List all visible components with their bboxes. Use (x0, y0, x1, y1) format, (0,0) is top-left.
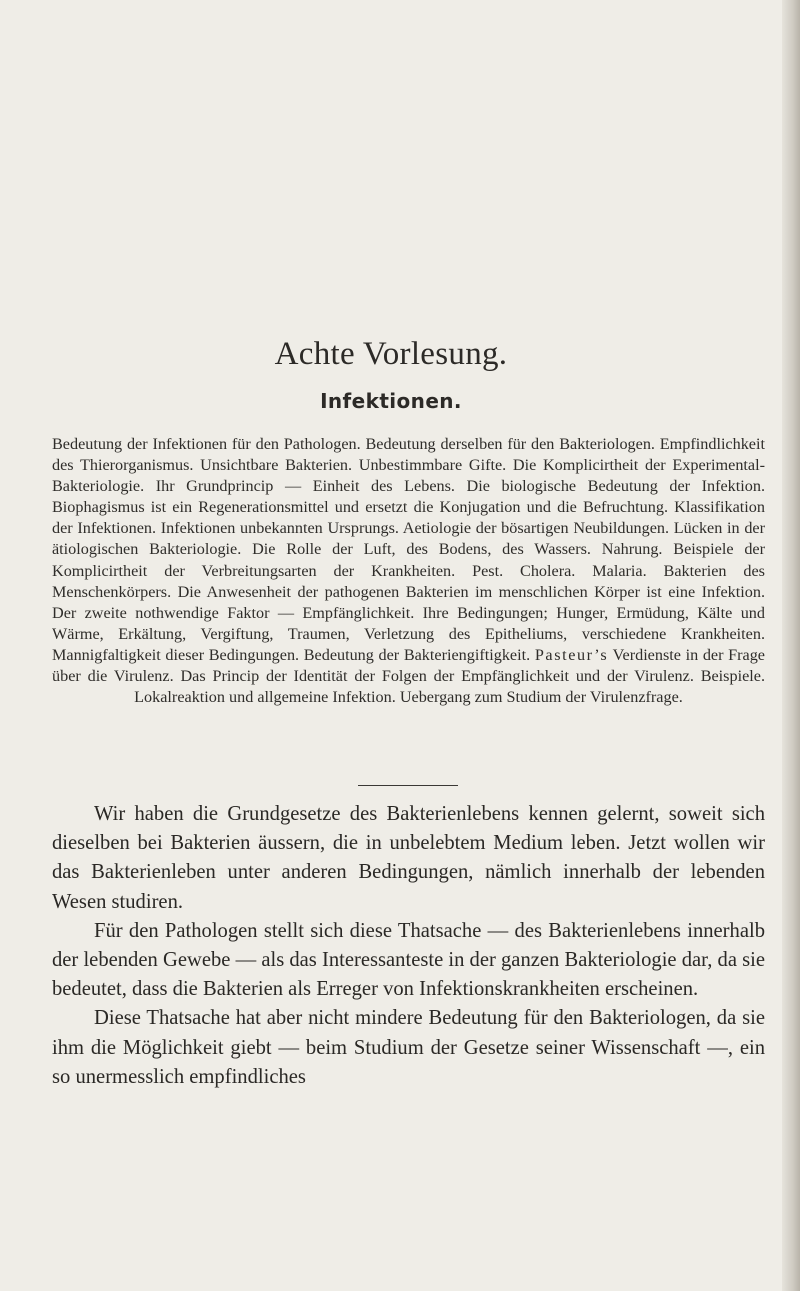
paragraph: Wir haben die Grundgesetze des Bakterienlebens kennen gelernt, soweit sich dieselben bei Bakterien äussern, die in unbelebtem Medium leben. Jetzt wollen wir das Bakterienleben unter anderen Bedingungen, nämlich innerhalb der lebenden Wesen studiren. (52, 803, 765, 913)
paragraph: Für den Pathologen stellt sich diese Thatsache — des Bakterienlebens innerhalb der lebenden Gewebe — als das Interessanteste in der ganzen Bakteriologie dar, da sie bedeutet, dass die Bakterien als Erreger von Infektionskrankheiten erscheinen. (52, 919, 765, 1001)
chapter-title: Infektionen. (320, 389, 462, 413)
section-divider (358, 785, 458, 786)
summary-name-spaced: Pasteur’s (534, 645, 609, 664)
paragraph: Diese Thatsache hat aber nicht mindere Bedeutung für den Bakteriologen, da sie ihm die Möglichkeit giebt — beim Studium der Gesetze seiner Wissenschaft —, ein so unermesslich empfindliches (52, 1007, 765, 1088)
lecture-title: Achte Vorlesung. (274, 336, 508, 372)
summary-text-part2: Verdienste in der Frage über die Virulenz. Das Princip der Identität der Folgen der Empfänglichkeit und der Virulenz. Beispiele. Lokalreaktion und allgemeine Infektion. Uebergang zum Studium der Virulenzfrage. (52, 645, 765, 707)
page-edge-shadow (782, 0, 800, 1291)
summary-text-part1: Bedeutung der Infektionen für den Pathologen. Bedeutung derselben für den Bakteriologen. Empfindlichkeit des Thierorganismus. Unsichtbare Bakterien. Unbestimmbare Gifte. Die Komplicirtheit der Experimental-Bakteriologie. Ihr Grundprincip — Einheit des Lebens. Die biologische Bedeutung der Infektion. Biophagismus ist ein Regenerationsmittel und ersetzt die Konjugation und die Befruchtung. Klassifikation der Infektionen. Infektionen unbekannten Ursprungs. Aetiologie der bösartigen Neubildungen. Lücken in der ätiologischen Bakteriologie. Die Rolle der Luft, des Bodens, des Wassers. Nahrung. Beispiele der Komplicirtheit der Verbreitungsarten der Krankheiten. Pest. Cholera. Malaria. Bakterien des Menschenkörpers. Die Anwesenheit der pathogenen Bakterien im menschlichen Körper ist eine Infektion. Der zweite nothwendige Faktor — Empfänglichkeit. Ihre Bedingungen; Hunger, Ermüdung, Kälte und Wärme, Erkältung, Vergiftung, Traumen, Verletzung des Epitheliums, verschiedene Krankheiten. Mannigfaltigkeit dieser Bedingungen. Bedeutung der Bakteriengiftigkeit. (52, 435, 765, 664)
body-text (52, 800, 765, 1092)
chapter-summary (52, 434, 765, 708)
